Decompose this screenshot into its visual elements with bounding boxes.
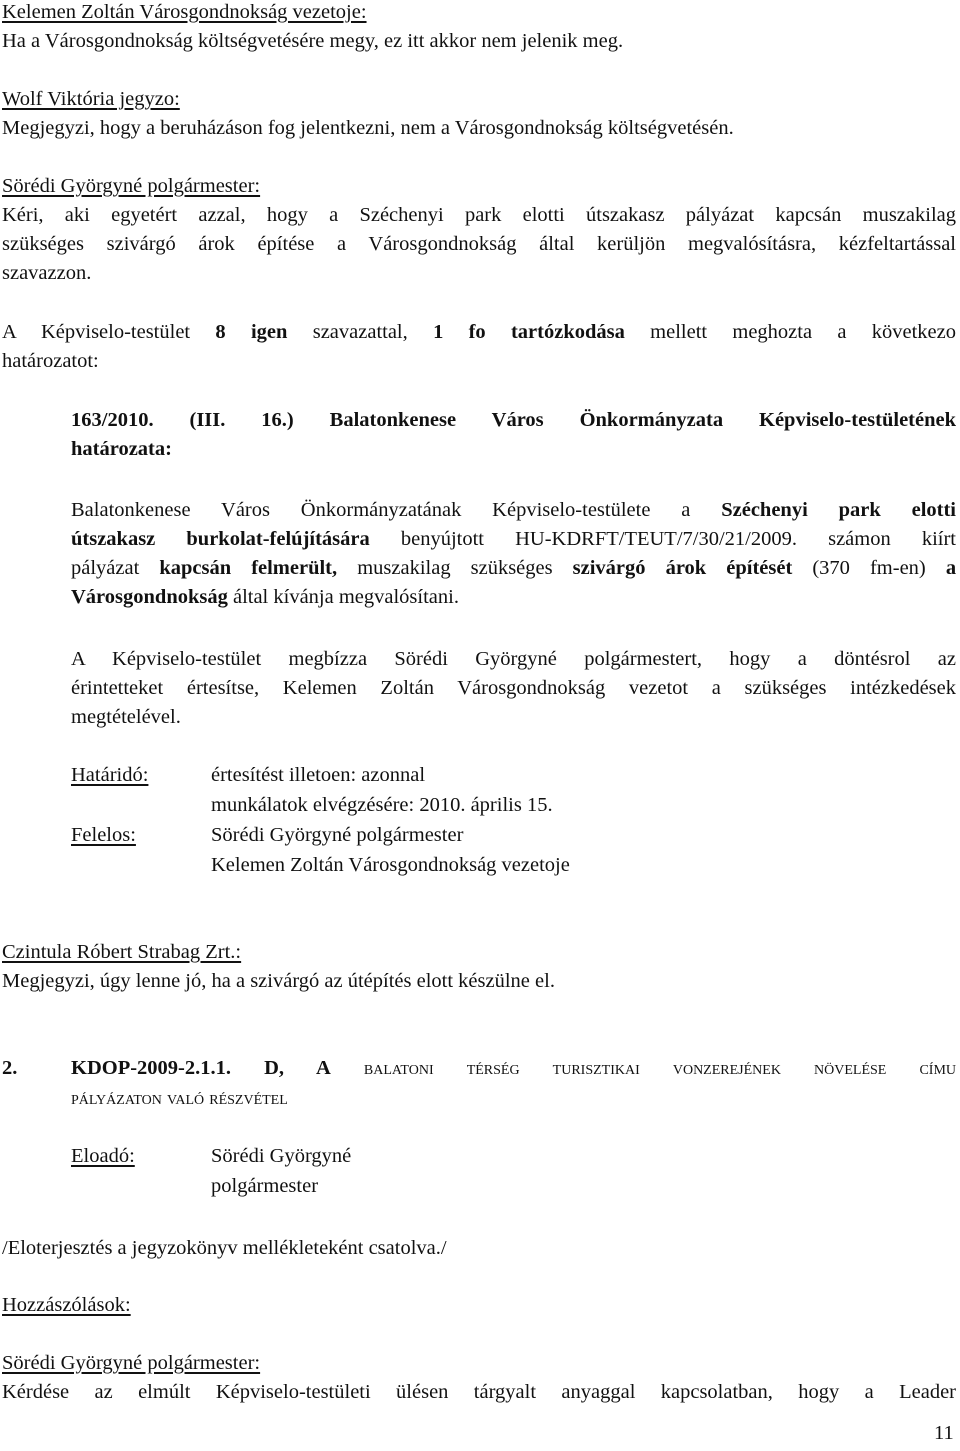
mandate-line: érintetteket értesítse, Kelemen Zoltán Városgondnokság vezetot a szükséges intézkedések: [71, 677, 956, 699]
deadline-label: Határidó:: [71, 764, 149, 786]
responsible-value: Sörédi Györgyné polgármester: [211, 824, 464, 846]
resolution-title-line: 163/2010. (III. 16.) Balatonkenese Város Önkormányzata Képviselo-testületének: [71, 409, 956, 431]
speaker-heading: Kelemen Zoltán Városgondnokság vezetoje:: [2, 1, 367, 23]
statement-text: Megjegyzi, hogy a beruházáson fog jelentkezni, nem a Városgondnokság költségvetésén.: [2, 117, 734, 139]
czintula-block: [2, 938, 952, 996]
agenda-code: KDOP-2009-2.1.1. D, A: [71, 1057, 331, 1079]
text-span: benyújtott HU-KDRFT/TEUT/7/30/21/2009. számon kiírt: [400, 528, 957, 550]
vote-line: [2, 318, 956, 347]
statement-line: Kérdése az elmúlt Képviselo-testületi ülésen tárgyalt anyaggal kapcsolatban, hogy a Leader: [2, 1381, 956, 1403]
responsible-label: Felelos:: [71, 824, 136, 846]
resolution-line: [71, 525, 956, 554]
text-span: pályázat: [71, 557, 140, 579]
mandate-line: megtételével.: [71, 706, 181, 728]
presenter-label: Eloadó:: [71, 1145, 135, 1167]
bold-span: Városgondnokság: [71, 586, 228, 608]
text-span: (370 fm-en): [812, 557, 926, 579]
vote-text: A Képviselo-testület: [2, 321, 191, 343]
bold-span: a: [945, 557, 957, 579]
statement-line: szükséges szivárgó árok építése a Városgondnokság által kerüljön megvalósításra, kézfeltartással: [2, 233, 956, 255]
resolution-body: [71, 496, 956, 612]
vote-yes-count: 8 igen: [215, 321, 288, 343]
resolution-title-line: határozata:: [71, 438, 172, 460]
kelemen-block: [2, 0, 952, 56]
comments-heading: Hozzászólások:: [2, 1294, 131, 1316]
wolf-block: [2, 85, 952, 143]
speaker-heading: Sörédi Györgyné polgármester:: [2, 175, 261, 197]
vote-block: [2, 318, 956, 376]
speaker-heading: Sörédi Györgyné polgármester:: [2, 1352, 261, 1374]
soredi2-block: [2, 1349, 956, 1407]
bold-span: útszakasz burkolat-felújítására: [71, 528, 370, 550]
text-span: által kívánja megvalósítani.: [232, 586, 459, 608]
agenda-item: [2, 1054, 956, 1114]
vote-abstain-count: 1 fo tartózkodása: [433, 321, 625, 343]
speaker-heading: Wolf Viktória jegyzo:: [2, 88, 180, 110]
resolution-mandate: [71, 645, 956, 732]
speaker-heading: Czintula Róbert Strabag Zrt.:: [2, 941, 242, 963]
resolution-line: [71, 583, 956, 612]
agenda-number: 2.: [2, 1057, 18, 1079]
bold-span: kapcsán felmerült,: [159, 557, 338, 579]
agenda-title-line: [71, 1054, 956, 1083]
agenda-title-line: pályázaton való részvétel: [71, 1087, 288, 1109]
resolution-line: [71, 496, 956, 525]
vote-text: mellett meghozta a következo: [650, 321, 956, 343]
presenter-block: [71, 1142, 571, 1202]
statement-text: Megjegyzi, úgy lenne jó, ha a szivárgó az útépítés elott készülne el.: [2, 970, 555, 992]
resolution-title: [71, 406, 956, 464]
agenda-title: balatoni térség turisztikai vonzerejének növelése címu: [363, 1057, 957, 1079]
bold-span: szivárgó árok építését: [572, 557, 793, 579]
deadline-value: értesítést illetoen: azonnal: [211, 764, 426, 786]
statement-text: Ha a Városgondnokság költségvetésére megy, ez itt akkor nem jelenik meg.: [2, 30, 624, 52]
text-span: Balatonkenese Város Önkormányzatának Képviselo-testülete a: [71, 499, 691, 521]
presenter-title: polgármester: [211, 1175, 319, 1197]
responsible-value: Kelemen Zoltán Városgondnokság vezetoje: [211, 854, 570, 876]
deadline-value: munkálatok elvégzésére: 2010. április 15.: [211, 794, 553, 816]
text-span: muszakilag szükséges: [357, 557, 553, 579]
deadline-table: [71, 761, 956, 881]
soredi-block: [2, 172, 956, 288]
statement-line: szavazzon.: [2, 262, 92, 284]
resolution-line: [71, 554, 956, 583]
attachment-note: /Eloterjesztés a jegyzokönyv mellékleteként csatolva./: [2, 1237, 447, 1259]
vote-line: határozatot:: [2, 350, 99, 372]
page-number: 11: [934, 1422, 954, 1444]
mandate-line: A Képviselo-testület megbízza Sörédi Györgyné polgármestert, hogy a döntésrol az: [71, 648, 956, 670]
bold-span: Széchenyi park elotti: [721, 499, 956, 521]
presenter-name: Sörédi Györgyné: [211, 1145, 352, 1167]
statement-line: Kéri, aki egyetért azzal, hogy a Széchenyi park elotti útszakasz pályázat kapcsán muszakilag: [2, 204, 956, 226]
vote-text: szavazattal,: [312, 321, 408, 343]
